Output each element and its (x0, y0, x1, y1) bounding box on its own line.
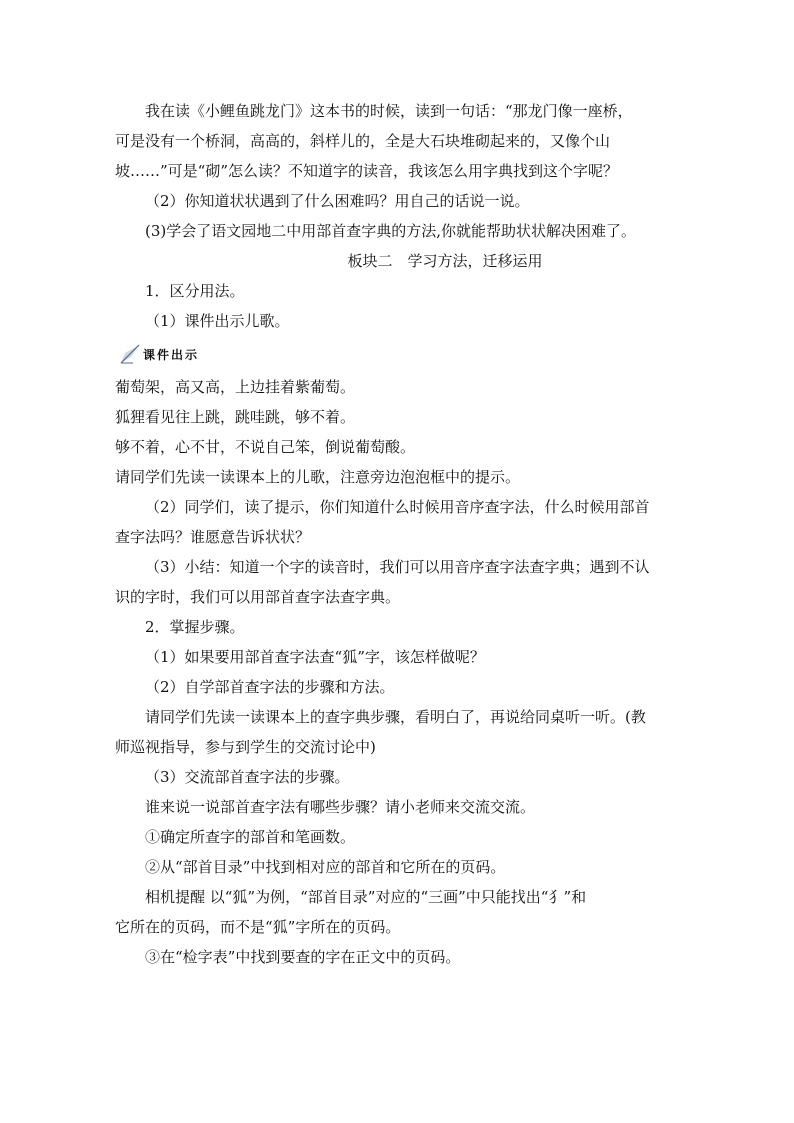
poem-line: 狐狸看见往上跳，跳哇跳，够不着。 (115, 408, 356, 426)
courseware-badge-row (115, 336, 685, 372)
question-line: （2）你知道状状遇到了什么困难吗？用自己的话说一说。 (145, 192, 530, 210)
sub-step: （3）小结：知道一个字的读音时，我们可以用音序查字法查字典；遇到不认 (145, 558, 650, 576)
numbered-step: ①确定所查字的部首和笔画数。 (145, 828, 356, 846)
document-content (115, 96, 685, 972)
paragraph-line: 谁来说一说部首查字法有哪些步骤？请小老师来交流交流。 (145, 798, 536, 816)
sub-step: （2）同学们，读了提示，你们知道什么时候用音序查字法，什么时候用部首 (145, 498, 650, 516)
paragraph-line: 查字法吗？谁愿意告诉状状？ (115, 528, 311, 546)
pencil-icon (119, 343, 141, 365)
section-heading: 板块二 学习方法，迁移运用 (347, 252, 543, 270)
numbered-step: ②从“部首目录”中找到相对应的部首和它所在的页码。 (145, 858, 506, 876)
sub-step: （3）交流部首查字法的步骤。 (145, 768, 350, 786)
step-title: 1．区分用法。 (145, 282, 245, 300)
courseware-badge (119, 342, 199, 366)
paragraph-line: 我在读《小鲤鱼跳龙门》这本书的时候，读到一句话：“那龙门像一座桥， (145, 102, 633, 120)
tip-line: 相机提醒 以“狐”为例，“部首目录”对应的“三画”中只能找出“犭”和 (145, 888, 587, 906)
sub-step: （1）如果要用部首查字法查“狐”字，该怎样做呢？ (145, 648, 485, 666)
paragraph-line: 请同学们先读一读课本上的儿歌，注意旁边泡泡框中的提示。 (115, 468, 521, 486)
step-title: 2．掌握步骤。 (145, 618, 245, 636)
numbered-step: ③在“检字表”中找到要查的字在正文中的页码。 (145, 948, 461, 966)
paragraph-line: 可是没有一个桥洞，高高的，斜样儿的，全是大石块堆砌起来的，又像个山 (115, 132, 611, 150)
paragraph-line: 识的字时，我们可以用部首查字法查字典。 (115, 588, 401, 606)
courseware-badge-label: 课件出示 (143, 347, 200, 362)
sub-step: （1）课件出示儿歌。 (145, 312, 290, 330)
poem-line: 够不着，心不甘，不说自己笨，倒说葡萄酸。 (115, 438, 416, 456)
tip-line: 它所在的页码，而不是“狐”字所在的页码。 (115, 918, 401, 936)
question-line: (3)学会了语文园地二中用部首查字典的方法,你就能帮助状状解决困难了。 (145, 222, 637, 240)
sub-step: （2）自学部首查字法的步骤和方法。 (145, 678, 395, 696)
poem-line: 葡萄架，高又高，上边挂着紫葡萄。 (115, 378, 356, 396)
paragraph-line: 师巡视指导，参与到学生的交流讨论中) (115, 738, 376, 756)
paragraph-line: 请同学们先读一读课本上的查字典步骤，看明白了，再说给同桌听一听。(教 (145, 708, 646, 726)
paragraph-line: 坡……”可是“砌”怎么读？不知道字的读音，我该怎么用字典找到这个字呢？ (115, 162, 619, 180)
